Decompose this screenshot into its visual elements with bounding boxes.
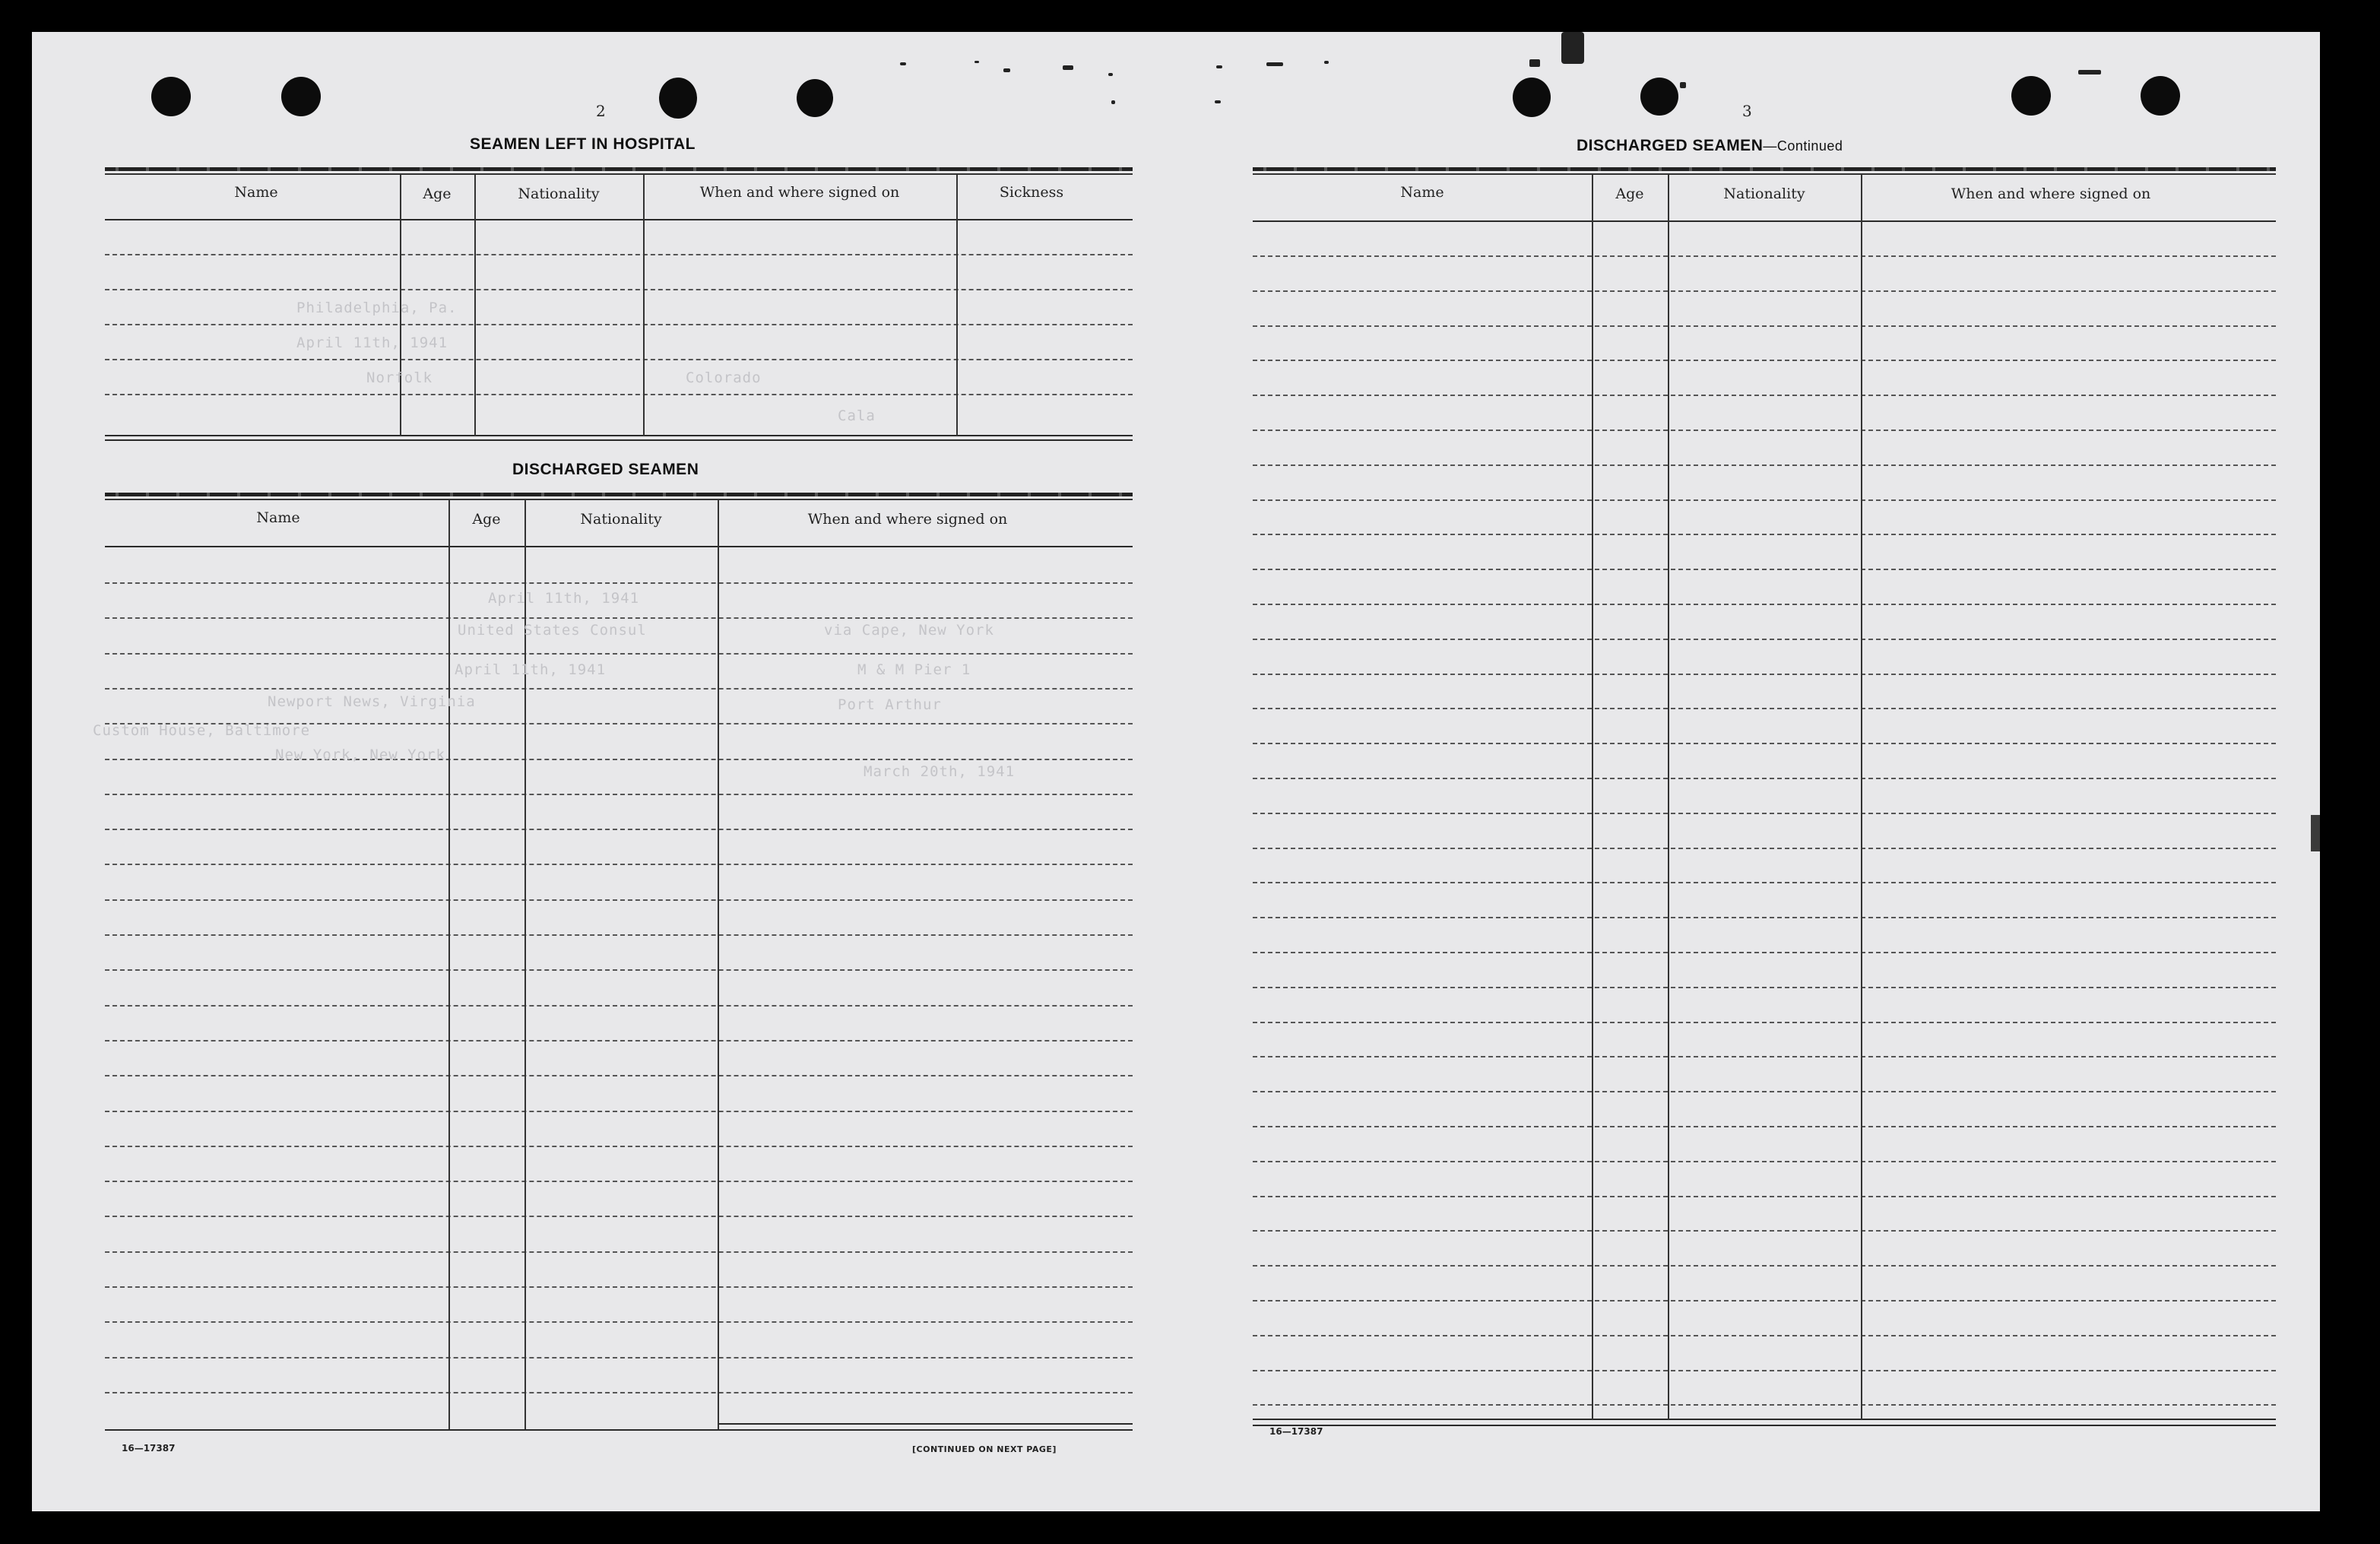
section-rule	[105, 493, 1133, 496]
table-bottom-rule	[105, 439, 1133, 441]
table-row-line	[105, 324, 1133, 325]
scan-speck	[1003, 68, 1010, 72]
table-row-line	[1253, 813, 2276, 814]
table-row-line	[105, 864, 1133, 865]
column-header-nationality: Nationality	[518, 185, 600, 202]
table-row-line	[105, 1005, 1133, 1007]
column-divider	[1668, 173, 1669, 1420]
column-divider	[474, 173, 476, 436]
punch-hole	[281, 77, 321, 116]
table-row-line	[105, 829, 1133, 830]
table-row-line	[1253, 1370, 2276, 1371]
table-row-line	[105, 1216, 1133, 1217]
table-row-line	[1253, 1196, 2276, 1197]
column-header-age: Age	[472, 511, 501, 528]
table-row-line	[105, 1357, 1133, 1359]
table-row-line	[1253, 569, 2276, 570]
column-header-nationality: Nationality	[580, 511, 662, 528]
bleed-through-text: Port Arthur	[838, 696, 942, 713]
table-row-line	[1253, 848, 2276, 849]
scan-speck	[1266, 62, 1283, 66]
scan-speck	[975, 61, 979, 63]
page-number-right: 3	[1742, 102, 1752, 120]
table-row-line	[1253, 1022, 2276, 1023]
table-row-line	[105, 759, 1133, 760]
table-row-line	[105, 794, 1133, 795]
bleed-through-text: New York, New York	[275, 747, 445, 763]
table-row-line	[105, 934, 1133, 936]
table-bottom-rule	[719, 1423, 1133, 1425]
table-row-line	[1253, 674, 2276, 675]
table-row-line	[1253, 360, 2276, 361]
scan-speck	[1324, 61, 1329, 64]
table-row-line	[1253, 917, 2276, 918]
header-underline	[105, 546, 1133, 547]
table-row-line	[105, 653, 1133, 655]
table-row-line	[1253, 1161, 2276, 1162]
column-divider	[448, 499, 450, 1429]
table-row-line	[1253, 1056, 2276, 1057]
table-row-line	[1253, 534, 2276, 535]
page-number-left: 2	[596, 102, 606, 120]
column-header-name: Name	[256, 509, 300, 526]
table-bottom-rule	[105, 435, 1133, 436]
bleed-through-text: via Cape, New York	[824, 622, 994, 639]
scan-edge-mark	[2311, 815, 2320, 851]
table-row-line	[105, 1181, 1133, 1182]
column-divider	[643, 173, 645, 436]
table-row-line	[105, 969, 1133, 971]
table-bottom-rule	[105, 1429, 1133, 1431]
bleed-through-text: April 11th, 1941	[296, 334, 448, 351]
scan-speck	[1111, 100, 1115, 104]
section-rule	[105, 499, 1133, 500]
table-row-line	[1253, 743, 2276, 744]
table-row-line	[105, 1251, 1133, 1253]
punch-hole	[797, 79, 833, 117]
table-row-line	[1253, 395, 2276, 396]
column-header-signed-on: When and where signed on	[1951, 185, 2151, 202]
hospital-section-title: SEAMEN LEFT IN HOSPITAL	[470, 135, 696, 153]
bleed-through-text: Philadelphia, Pa.	[296, 300, 458, 316]
table-row-line	[105, 254, 1133, 255]
table-row-line	[1253, 1404, 2276, 1406]
scan-speck	[1680, 82, 1686, 88]
column-divider	[1592, 173, 1593, 1420]
section-rule	[1253, 167, 2276, 171]
table-row-line	[105, 1392, 1133, 1393]
form-code-left: 16—17387	[122, 1443, 176, 1454]
table-row-line	[105, 289, 1133, 290]
column-divider	[1861, 173, 1862, 1420]
bleed-through-text: Norfolk	[366, 369, 433, 386]
table-row-line	[105, 1111, 1133, 1112]
column-header-signed-on: When and where signed on	[699, 184, 900, 201]
scan-speck	[1561, 32, 1584, 64]
column-header-age: Age	[423, 185, 452, 202]
scan-speck	[1216, 65, 1222, 68]
header-underline	[105, 219, 1133, 220]
column-header-name: Name	[234, 184, 278, 201]
table-bottom-rule	[1253, 1419, 2276, 1420]
table-row-line	[1253, 952, 2276, 953]
bleed-through-text: M & M Pier 1	[857, 661, 971, 678]
continued-on-next-page: [CONTINUED ON NEXT PAGE]	[912, 1444, 1057, 1454]
discharged-section-title: DISCHARGED SEAMEN	[512, 461, 699, 478]
column-header-age: Age	[1615, 185, 1644, 202]
table-row-line	[105, 899, 1133, 901]
discharged-continued-label: DISCHARGED SEAMEN	[1577, 137, 1764, 154]
punch-hole	[2011, 76, 2051, 116]
bleed-through-text: Newport News, Virginia	[268, 693, 476, 710]
bleed-through-text: April 11th, 1941	[455, 661, 607, 678]
scan-speck	[2078, 70, 2101, 75]
table-row-line	[105, 1075, 1133, 1076]
ledger-sheet	[32, 32, 2320, 1511]
table-row-line	[1253, 1091, 2276, 1092]
header-underline	[1253, 220, 2276, 222]
punch-hole	[2141, 76, 2180, 116]
scan-speck	[1108, 73, 1113, 76]
table-row-line	[1253, 778, 2276, 779]
bleed-through-text: April 11th, 1941	[488, 590, 640, 607]
table-row-line	[1253, 325, 2276, 327]
section-rule	[1253, 173, 2276, 175]
scan-speck	[1215, 100, 1221, 103]
table-row-line	[105, 1286, 1133, 1288]
bleed-through-text: United States Consul	[458, 622, 647, 639]
table-row-line	[105, 617, 1133, 619]
table-row-line	[1253, 1335, 2276, 1336]
discharged-continued-title	[1577, 137, 1843, 155]
table-row-line	[1253, 882, 2276, 883]
table-bottom-rule	[1253, 1425, 2276, 1426]
column-divider	[956, 173, 958, 436]
table-row-line	[1253, 1300, 2276, 1301]
table-row-line	[105, 394, 1133, 395]
column-header-nationality: Nationality	[1723, 185, 1805, 202]
table-row-line	[1253, 708, 2276, 709]
table-row-line	[1253, 604, 2276, 605]
bleed-through-text: Colorado	[686, 369, 762, 386]
table-row-line	[1253, 639, 2276, 640]
table-row-line	[1253, 1265, 2276, 1267]
table-row-line	[105, 1321, 1133, 1323]
scan-speck	[1529, 59, 1540, 67]
table-row-line	[105, 1146, 1133, 1147]
continued-suffix: —Continued	[1763, 138, 1843, 154]
section-rule	[105, 167, 1133, 171]
column-divider	[718, 499, 719, 1429]
scan-speck	[1063, 65, 1073, 70]
form-code-right: 16—17387	[1269, 1426, 1323, 1437]
table-row-line	[1253, 1126, 2276, 1127]
bleed-through-text: Cala	[838, 407, 876, 424]
table-row-line	[1253, 290, 2276, 292]
punch-hole	[151, 77, 191, 116]
section-rule	[105, 173, 1133, 175]
table-row-line	[1253, 987, 2276, 988]
scan-speck	[900, 62, 906, 65]
table-row-line	[105, 359, 1133, 360]
column-header-sickness: Sickness	[999, 184, 1064, 201]
table-row-line	[1253, 464, 2276, 466]
punch-hole	[659, 78, 697, 119]
table-row-line	[1253, 430, 2276, 431]
table-row-line	[105, 688, 1133, 690]
table-row-line	[1253, 255, 2276, 257]
column-header-signed-on: When and where signed on	[807, 511, 1008, 528]
table-row-line	[105, 1040, 1133, 1041]
bleed-through-text: March 20th, 1941	[864, 763, 1016, 780]
table-row-line	[1253, 1230, 2276, 1232]
table-row-line	[1253, 499, 2276, 501]
bleed-through-text: Custom House, Baltimore	[93, 722, 311, 739]
column-header-name: Name	[1400, 184, 1444, 201]
punch-hole	[1513, 78, 1551, 117]
punch-hole	[1640, 78, 1678, 116]
table-row-line	[105, 582, 1133, 584]
